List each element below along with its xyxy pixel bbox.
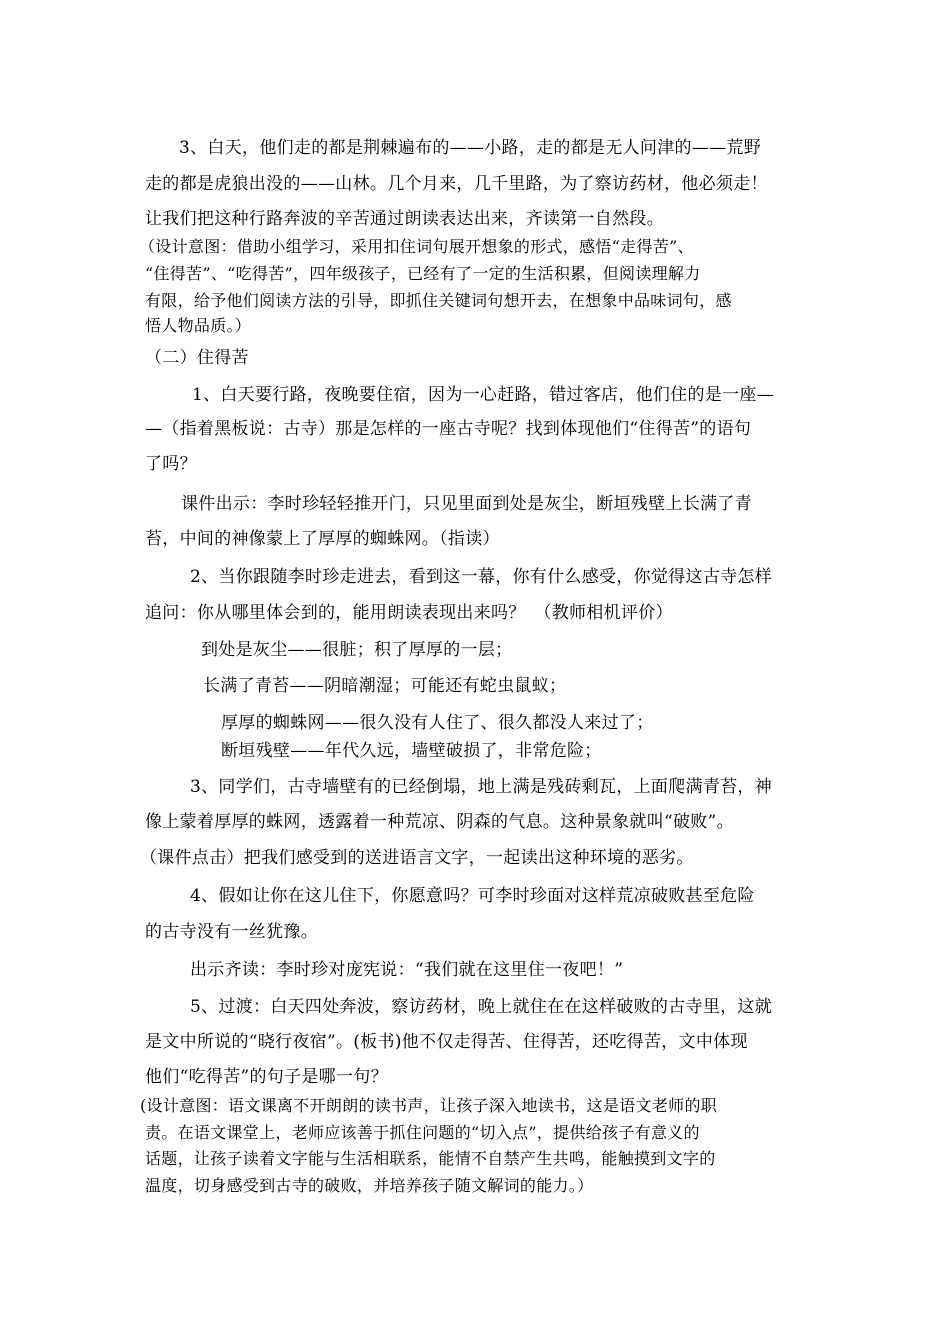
text-line: 让我们把这种行路奔波的辛苦通过朗读表达出来，齐读第一自然段。 (145, 209, 664, 229)
text-line: 5、过渡：白天四处奔波，察访药材，晚上就住在在这样破败的古寺里，这就 (190, 997, 773, 1017)
text-line: 是文中所说的“晓行夜宿”。(板书)他不仅走得苦、住得苦，还吃得苦，文中体现 (145, 1032, 748, 1052)
section-heading: （二）住得苦 (145, 348, 249, 368)
text-line: 厚厚的蜘蛛网——很久没有人住了、很久都没人来过了； (221, 713, 654, 733)
text-line: 的古寺没有一丝犹豫。 (145, 922, 318, 942)
text-line: （设计意图：借助小组学习，采用扣住词句展开想象的形式，感悟“走得苦”、 (139, 237, 694, 256)
text-line: 苔，中间的神像蒙上了厚厚的蜘蛛网。（指读） (145, 529, 500, 549)
text-line: 1、白天要行路，夜晚要住宿，因为一心赶路，错过客店，他们住的是一座— (192, 385, 775, 405)
text-line: 3、白天，他们走的都是荆棘遍布的——小路，走的都是无人问津的——荒野 (179, 138, 762, 158)
text-line: 4、假如让你在这儿住下，你愿意吗？可李时珍面对这样荒凉破败甚至危险 (190, 886, 755, 906)
text-line: 出示齐读：李时珍对庞宪说：“我们就在这里住一夜吧！” (190, 960, 624, 980)
text-line: 课件出示：李时珍轻轻推开门，只见里面到处是灰尘，断垣残壁上长满了青 (181, 494, 752, 514)
text-line: “住得苦”、“吃得苦”，四年级孩子，已经有了一定的生活积累，但阅读理解力 (145, 264, 701, 283)
text-line: 话题，让孩子读着文字能与生活相联系，能情不自禁产生共鸣，能触摸到文字的 (145, 1149, 716, 1168)
text-line: 长满了青苔——阴暗潮湿；可能还有蛇虫鼠蚁； (203, 676, 567, 696)
text-line: 2、当你跟随李时珍走进去，看到这一幕，你有什么感受，你觉得这古寺怎样 (190, 567, 773, 587)
text-line: 3、同学们，古寺墙壁有的已经倒塌，地上满是残砖剩瓦，上面爬满青苔，神 (190, 777, 773, 797)
text-line: 悟人物品质。） (145, 316, 252, 335)
text-line: （课件点击）把我们感受到的送进语言文字，一起读出这种环境的恶劣。 (140, 848, 694, 868)
text-line: 他们“吃得苦”的句子是哪一句？ (145, 1067, 388, 1087)
text-line: 走的都是虎狼出没的——山林。几个月来，几千里路，为了察访药材，他必须走！ (145, 174, 768, 194)
text-line: 到处是灰尘——很脏；积了厚厚的一层； (201, 640, 513, 660)
text-line: 断垣残壁——年代久远，墙壁破损了，非常危险； (221, 741, 602, 761)
text-line: 有限，给予他们阅读方法的引导，即抓住关键词句想开去，在想象中品味词句，感 (145, 291, 732, 310)
text-line: 温度，切身感受到古寺的破败，并培养孩子随文解词的能力。） (145, 1176, 594, 1195)
text-line: (设计意图：语文课离不开朗朗的读书声，让孩子深入地读书，这是语文老师的职 (140, 1096, 718, 1115)
text-line: 像上蒙着厚厚的蛛网，透露着一种荒凉、阴森的气息。这种景象就叫“破败”。 (145, 812, 734, 832)
text-line: 责。在语文课堂上，老师应该善于抓住问题的“切入点”，提供给孩子有意义的 (145, 1123, 700, 1142)
text-line: 追问：你从哪里体会到的，能用朗读表现出来吗？ （教师相机评价） (145, 603, 673, 623)
text-line: 了吗？ (145, 454, 197, 474)
text-line: —（指着黑板说：古寺）那是怎样的一座古寺呢？找到体现他们“住得苦”的语句 (145, 419, 752, 439)
